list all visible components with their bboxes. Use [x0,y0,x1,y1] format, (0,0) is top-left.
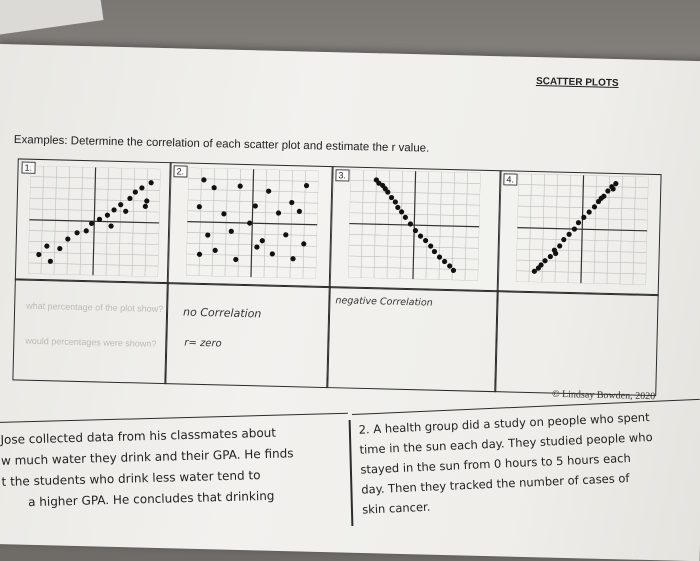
scatter-point [105,213,110,218]
question-line: Jose collected data from his classmates about [0,425,277,447]
scatter-point [213,248,218,253]
scatter-point [65,236,70,241]
example-cell-1 [15,158,172,284]
scatter-point [57,246,62,251]
question-line: time in the sun each day. They studied people who [359,429,653,457]
scatter-point [74,230,79,235]
scatter-point [557,243,562,248]
scatter-point [442,259,447,264]
copyright-notice: © Lindsay Bowden, 2020 [551,388,656,403]
scatter-point [423,238,428,243]
scatter-point [304,183,309,188]
answer-text: r= zero [184,337,222,350]
scatter-point [197,204,202,209]
answer-cell-3 [326,286,498,392]
scatter-point [148,180,153,185]
answer-cell-4 [494,290,658,396]
example-number: 1. [21,162,35,174]
question-line: skin cancer. [361,499,431,517]
question-line: t the students who drink less water tend to [1,468,261,489]
question-line: 2. A health group did a study on people who spent [358,410,650,437]
scatter-point [592,204,597,209]
scatter-point [144,198,149,203]
scatter-point [123,209,128,214]
example-number: 2. [173,165,187,177]
scatter-point [84,228,89,233]
examples-table [0,150,700,417]
scatter-point [395,205,400,210]
question-line: w much water they drink and their GPA. He finds [0,446,294,468]
scatter-point [393,199,398,204]
scatter-point [428,243,433,248]
answer-text: no Correlation [182,305,262,321]
scatter-point [566,232,571,237]
scatter-plot-2 [186,168,319,279]
scatter-point [605,188,610,193]
scatter-point [451,268,456,273]
scatter-point [108,223,113,228]
scatter-point [561,237,566,242]
scatter-point [276,210,281,215]
scatter-point [233,257,238,262]
faded-bleed-text: would percentages were shown? [25,335,157,349]
scatter-point [437,254,442,259]
answer-cell-2 [164,282,330,388]
scatter-point [408,221,413,226]
example-cell-4 [497,170,662,296]
question-1 [0,413,351,527]
scatter-point [143,204,148,209]
scatter-point [447,263,452,268]
scatter-point [247,220,252,225]
scatter-plot-4 [516,174,649,285]
scatter-point [586,209,591,214]
scatter-point [266,189,271,194]
instructions-text: Examples: Determine the correlation of each scatter plot and estimate the r value. [13,134,430,155]
scatter-point [572,226,577,231]
example-cell-2 [167,162,334,288]
scatter-point [548,254,553,259]
answer-text: negative Correlation [335,295,433,309]
scatter-point [111,207,116,212]
scatter-point [260,238,265,243]
scatter-point [389,195,394,200]
scatter-plot-1 [28,166,161,277]
question-line: stayed in the sun from 0 hours to 5 hours each [360,450,632,477]
example-cell-3 [329,166,502,292]
scatter-point [201,177,206,182]
scatter-point [253,203,258,208]
question-line: a higher GPA. He concludes that drinking [27,488,275,510]
scatter-point [118,202,123,207]
scatter-point [576,220,581,225]
scatter-point [283,232,288,237]
scatter-point [44,243,49,248]
scatter-point [542,258,547,263]
scatter-point [403,215,408,220]
faded-bleed-text: what percentage of the plot show? [26,300,164,315]
scatter-point [197,252,202,257]
page-title: SCATTER PLOTS [535,75,619,90]
scatter-point [289,200,294,205]
answer-cell-1 [12,278,168,384]
example-number: 3. [335,169,349,181]
example-number: 4. [503,173,517,185]
question-line: day. Then they tracked the number of cases of [361,470,630,497]
scatter-point [432,249,437,254]
scatter-plot-3 [348,170,481,281]
scatter-point [418,233,423,238]
scatter-point [238,183,243,188]
question-2 [352,399,700,527]
